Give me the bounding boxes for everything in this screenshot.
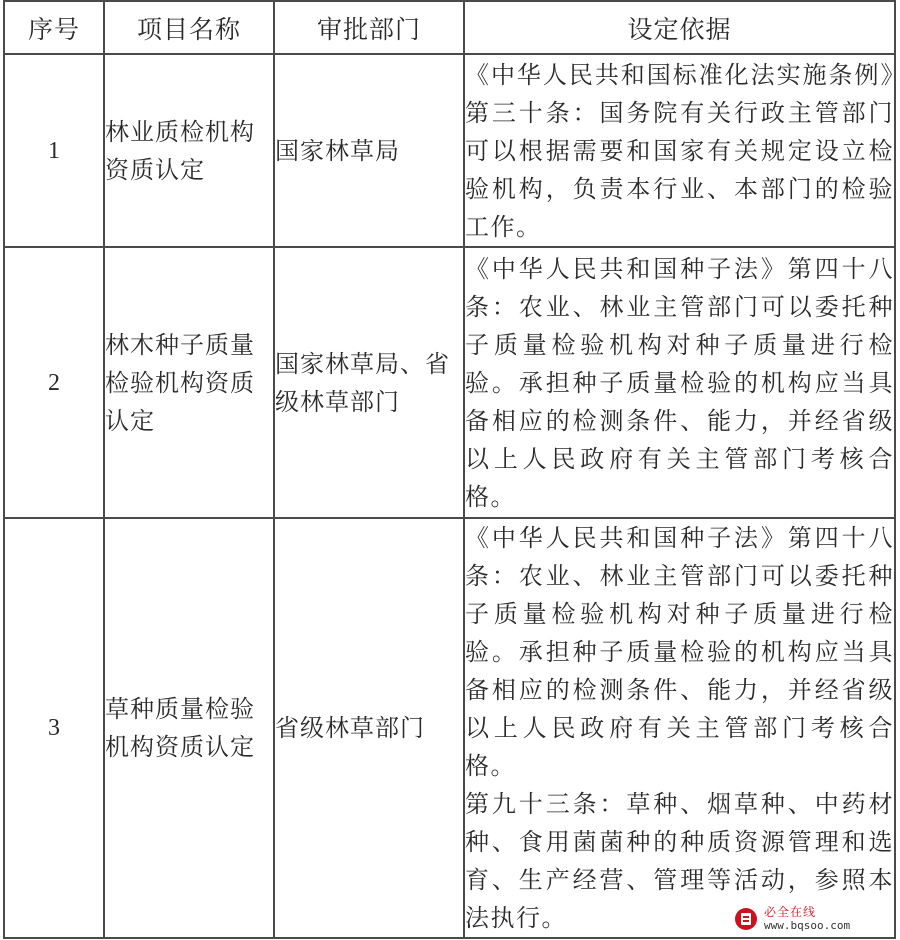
- row-approval-department: 省级林草部门: [274, 518, 464, 938]
- site-watermark: [732, 902, 890, 936]
- site-logo-icon: [734, 907, 758, 931]
- row-approval-department: 国家林草局、省级林草部门: [274, 247, 464, 518]
- legal-basis-paragraph: 《中华人民共和国标准化法实施条例》第三十条：国务院有关行政主管部门可以根据需要和国家有关规定设立检验机构，负责本行业、本部门的检验工作。: [465, 60, 894, 241]
- row-legal-basis: [464, 54, 895, 247]
- row-legal-basis: [464, 518, 895, 938]
- header-item-name: 项目名称: [104, 1, 274, 54]
- header-approval-department: 审批部门: [274, 1, 464, 54]
- row-serial-number: 1: [4, 54, 104, 247]
- table-row: [4, 247, 895, 518]
- row-item-name: 草种质量检验机构资质认定: [104, 518, 274, 938]
- row-approval-department: 国家林草局: [274, 54, 464, 247]
- watermark-text: [764, 905, 850, 933]
- header-legal-basis: 设定依据: [464, 1, 895, 54]
- row-legal-basis: [464, 247, 895, 518]
- watermark-url: www.bqsoo.com: [764, 919, 851, 932]
- table-header-row: [4, 1, 895, 54]
- legal-basis-paragraph: 《中华人民共和国种子法》第四十八条：农业、林业主管部门可以委托种子质量检验机构对种子质量进行检验。承担种子质量检验的机构应当具备相应的检测条件、能力，并经省级以上人民政府有关主管部门考核合格。: [465, 524, 894, 780]
- row-item-name: 林业质检机构资质认定: [104, 54, 274, 247]
- header-serial-number: 序号: [4, 1, 104, 54]
- legal-basis-paragraph: 《中华人民共和国种子法》第四十八条：农业、林业主管部门可以委托种子质量检验机构对种子质量进行检验。承担种子质量检验的机构应当具备相应的检测条件、能力，并经省级以上人民政府有关主管部门考核合格。: [465, 254, 894, 511]
- table-row: [4, 54, 895, 247]
- legal-basis-paragraph: 第九十三条：草种、烟草种、中药材种、食用菌菌种的种质资源管理和选育、生产经营、管理等活动，参照本法执行。: [465, 790, 894, 932]
- table-row: [4, 518, 895, 938]
- row-serial-number: 2: [4, 247, 104, 518]
- row-serial-number: 3: [4, 518, 104, 938]
- watermark-title: 必全在线: [764, 905, 817, 919]
- approval-items-table: [3, 0, 896, 939]
- row-item-name: 林木种子质量检验机构资质认定: [104, 247, 274, 518]
